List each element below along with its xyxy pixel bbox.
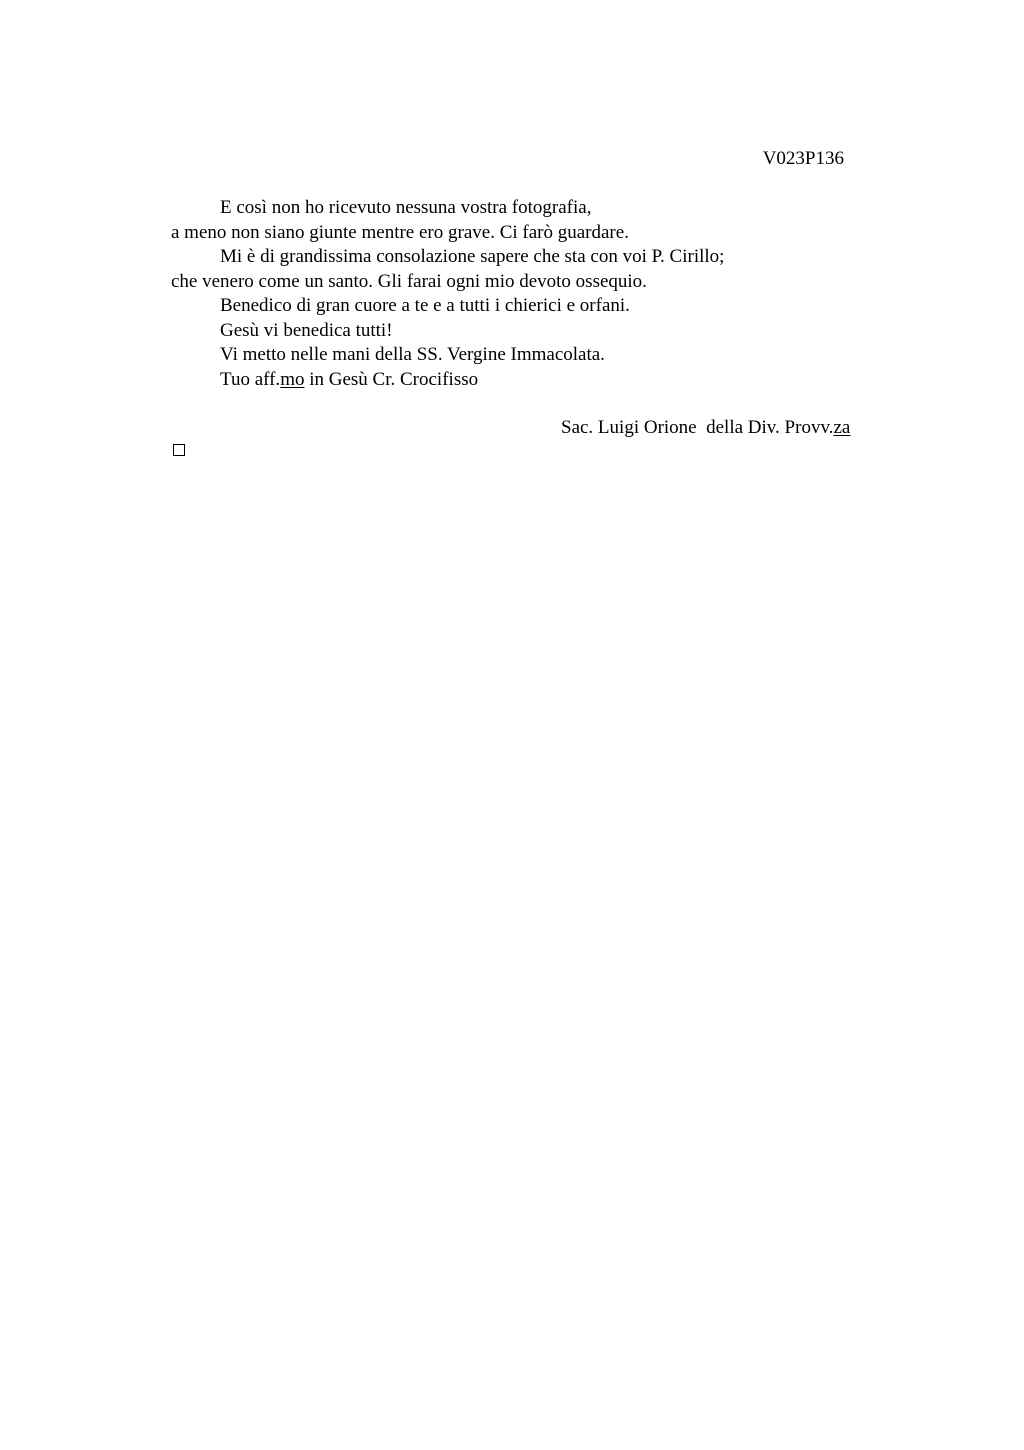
closing-suffix: in Gesù Cr. Crocifisso [304, 368, 479, 390]
signature [561, 416, 850, 440]
letter-line-2: a meno non siano giunte mentre ero grave. Ci farò guardare. [171, 221, 629, 243]
letter-line-3: Mi è di grandissima consolazione sapere che sta con voi P. Cirillo; [220, 246, 725, 267]
letter-line-5: Benedico di gran cuore a te e a tutti i chierici e orfani. [220, 295, 630, 316]
closing-abbreviation: mo [280, 368, 305, 390]
letter-line-6: Gesù vi benedica tutti! [220, 319, 393, 341]
signature-text: Sac. Luigi Orione della Div. Provv. [561, 417, 834, 438]
letter-body [171, 196, 871, 392]
signature-abbreviation: za [833, 417, 851, 438]
closing-prefix: Tuo aff. [220, 368, 281, 390]
letter-line-4: che venero come un santo. Gli farai ogni mio devoto ossequio. [171, 270, 647, 292]
empty-square-icon [173, 444, 185, 456]
document-reference-code: V023P136 [762, 148, 844, 169]
letter-closing [171, 368, 871, 393]
letter-line-1: E così non ho ricevuto nessuna vostra fotografia, [220, 197, 592, 218]
letter-line-7: Vi metto nelle mani della SS. Vergine Immacolata. [220, 344, 605, 365]
